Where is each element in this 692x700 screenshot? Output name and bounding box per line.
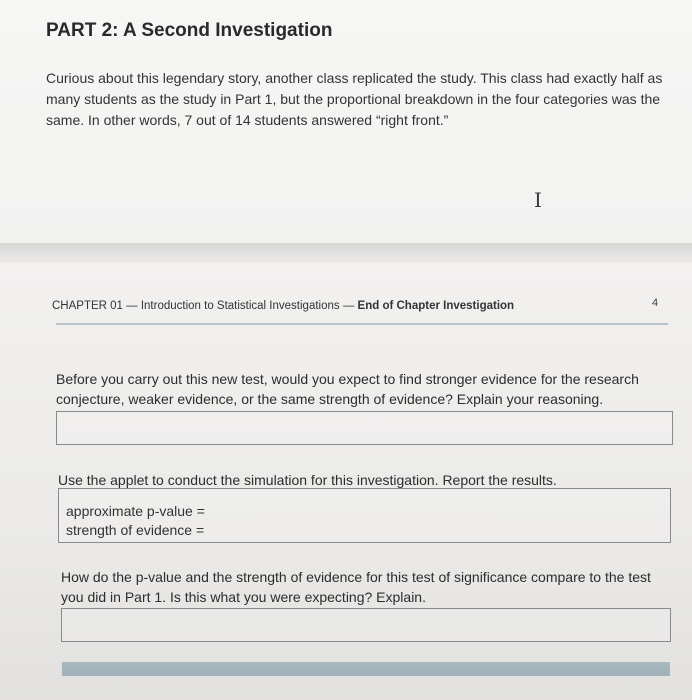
question-1-text: Before you carry out this new test, would you expect to find stronger evidence for the research conjecture, weaker evidence, or the same strength of evidence? Explain your reasoning. xyxy=(56,371,639,407)
strength-field-label: strength of evidence = xyxy=(66,522,205,538)
question-3-answer-box[interactable] xyxy=(61,608,671,642)
page-number: 4 xyxy=(652,297,659,309)
chapter-separator: — xyxy=(339,300,358,312)
intro-paragraph: Curious about this legendary story, another class replicated the study. This class had exactly half as many students as the study in Part 1, but the proportional breakdown in the four categories was the same. In other words, 7 out of 14 students answered “right front.” xyxy=(46,70,663,128)
question-2-text: Use the applet to conduct the simulation for this investigation. Report the results. xyxy=(58,472,557,488)
chapter-separator: — xyxy=(122,300,141,312)
question-3-text: How do the p-value and the strength of evidence for this test of significance compare to the test you did in Part 1. Is this what you were expecting? Explain. xyxy=(61,569,651,605)
text-cursor-icon: I xyxy=(534,188,542,212)
chapter-section: Introduction to Statistical Investigations xyxy=(140,300,340,312)
question-1-answer-box[interactable] xyxy=(56,411,673,445)
bottom-highlight-bar xyxy=(62,662,670,676)
chapter-header xyxy=(52,300,514,312)
chapter-label: CHAPTER 01 xyxy=(52,300,123,312)
chapter-subsection: End of Chapter Investigation xyxy=(357,300,515,312)
pvalue-field-label: approximate p-value = xyxy=(66,503,205,519)
page-divider-shadow xyxy=(0,243,692,263)
part-title: PART 2: A Second Investigation xyxy=(46,20,333,41)
chapter-header-rule xyxy=(56,323,668,325)
